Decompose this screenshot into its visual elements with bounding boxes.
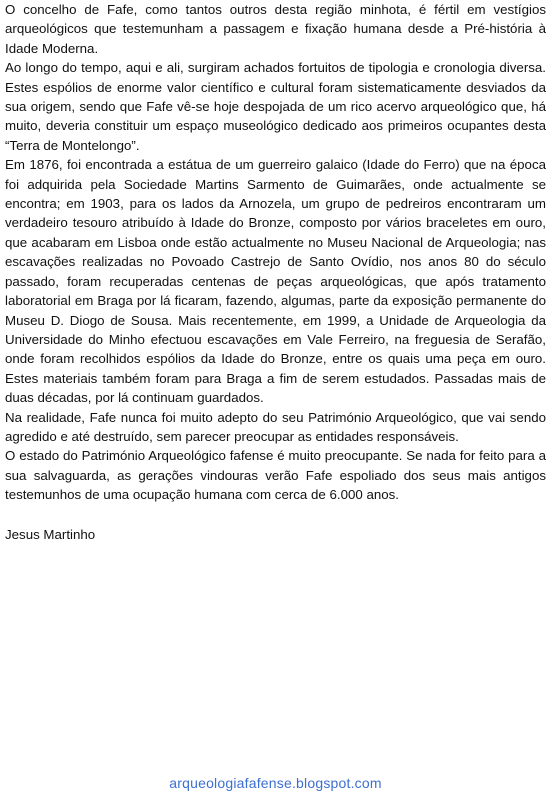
paragraph-state: O estado do Património Arqueológico fafense é muito preocupante. Se nada for feito para a sua salvaguarda, as gerações vindouras verão Fafe espoliado dos seus mais antigos testemunhos de uma ocupação humana com cerca de 6.000 anos. (5, 448, 546, 503)
paragraph-findings: Ao longo do tempo, aqui e ali, surgiram achados fortuitos de tipologia e cronologia diversa. Estes espólios de enorme valor científico e cultural foram sistematicamente desviados da sua origem, sendo que Fafe vê-se hoje despojada de um rico acervo arqueológico que, há muito, deveria constituir um espaço museológico dedicado aos primeiros ocupantes desta “Terra de Montelongo”. (5, 60, 546, 153)
paragraph-history: Em 1876, foi encontrada a estátua de um guerreiro galaico (Idade do Ferro) que na época foi adquirida pela Sociedade Martins Sarmento de Guimarães, onde actualmente se encontra; em 1903, para os lados da Arnozela, um grupo de pedreiros encontraram um verdadeiro tesouro atribuído à Idade do Bronze, composto por vários braceletes em ouro, que acabaram em Lisboa onde estão actualmente no Museu Nacional de Arqueologia; nas escavações realizadas no Povoado Castrejo de Santo Ovídio, nos anos 80 do século passado, foram recuperadas centenas de peças arqueológicas, que após tratamento laboratorial em Braga por lá ficaram, fazendo, algumas, parte da exposição permanente do Museu D. Diogo de Sousa. Mais recentemente, em 1999, a Unidade de Arqueologia da Universidade do Minho efectuou escavações em Vale Ferreiro, na freguesia de Serafão, onde foram recolhidos espólios da Idade do Bronze, entre os quais uma peça em ouro. Estes materiais também foram para Braga a fim de serem estudados. Passadas mais de duas décadas, por lá continuam guardados. (5, 157, 546, 406)
author-signature: Jesus Martinho (5, 526, 96, 542)
document-body (5, 0, 546, 544)
paragraph-intro: O concelho de Fafe, como tantos outros desta região minhota, é fértil em vestígios arqueológicos que testemunham a passagem e fixação humana desde a Pré-história à Idade Moderna. (5, 2, 546, 56)
paragraph-reality: Na realidade, Fafe nunca foi muito adepto do seu Património Arqueológico, que vai sendo agredido e até destruído, sem parecer preocupar as entidades responsáveis. (5, 409, 546, 444)
website-url: arqueologiafafense.blogspot.com (169, 775, 382, 791)
paragraph-spacer (5, 505, 546, 524)
